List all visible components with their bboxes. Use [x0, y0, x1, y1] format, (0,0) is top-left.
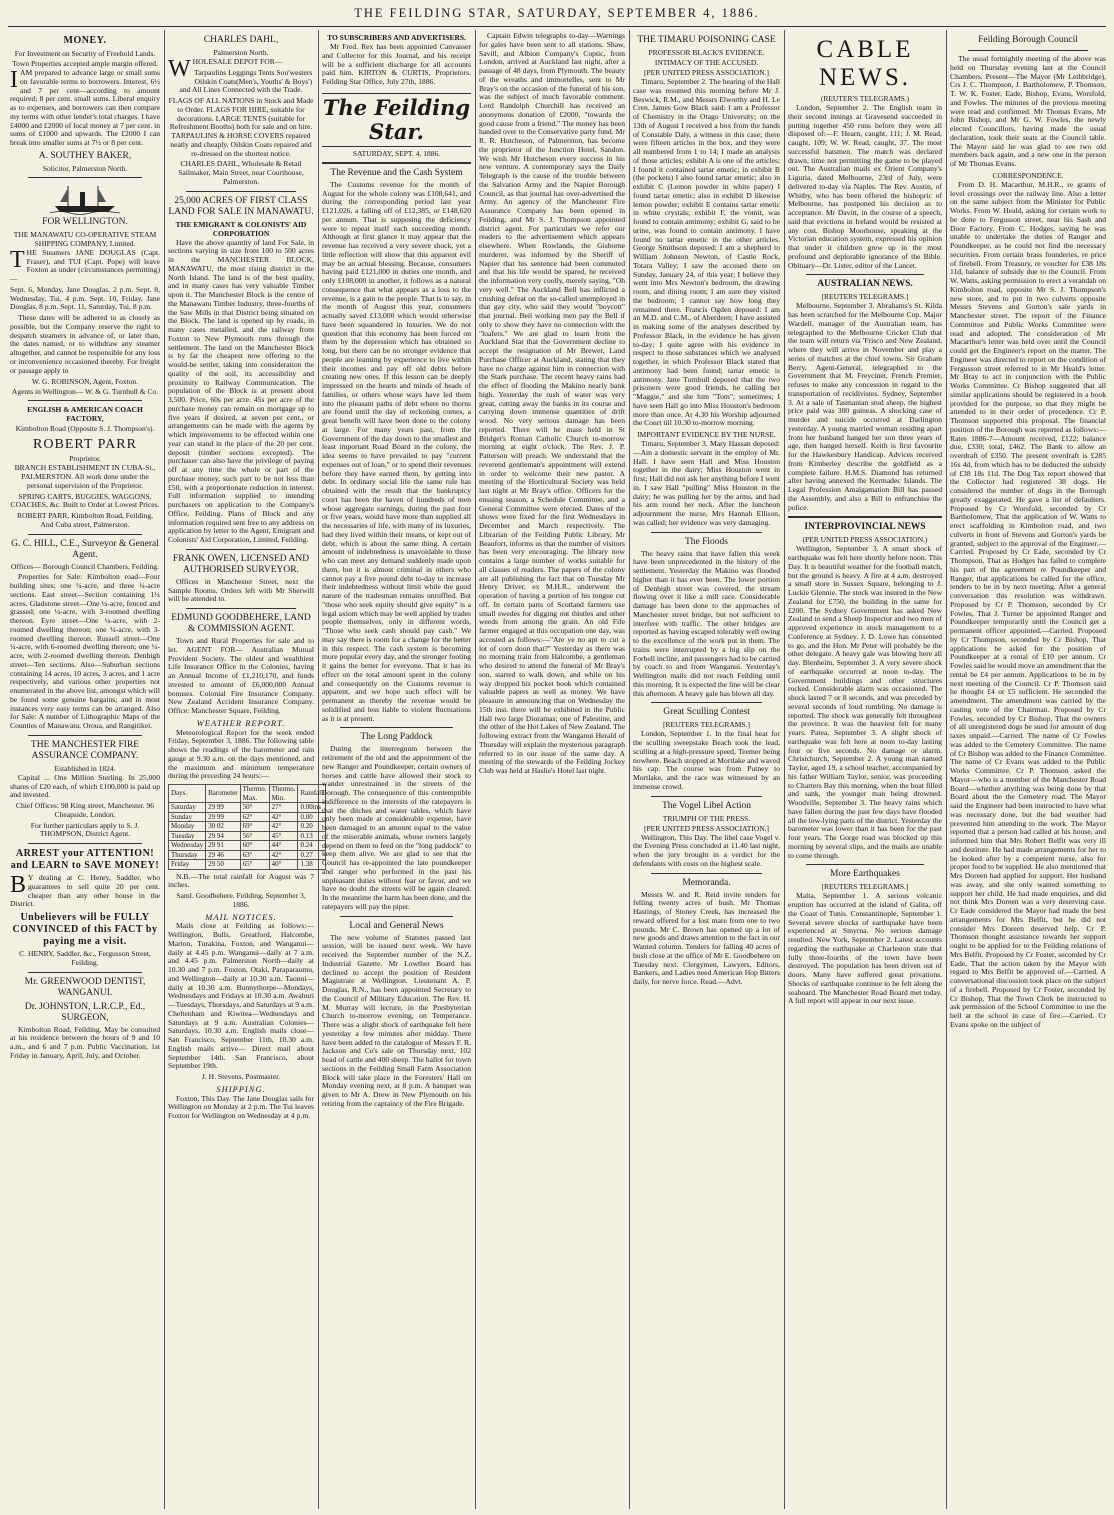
table-row: [169, 860, 326, 870]
dahl-heading: CHARLES DAHL,: [203, 35, 279, 45]
mail-body: Mails close at Feilding as follows:— Wellington, Bulls, Greatford, Halcombe, Marton, Turakina, Foxton, and Wanganui—daily at 4.45 p.m. Wanganui—daily at 7 a.m. and 4.45 p.m. Palmerston North—daily at 10.30 and 7 p.m. Foxton, Otaki, Paraparaumu, and Wellington—daily at 10.30 a.m. Taonui—daily at 10.30 a.m. Bunnythorpe—Mondays, Wednesdays and Fridays at 10.30 a.m. Awahuri—Tuesdays, Thursdays, and Saturdays at 9 a.m. Cheltenham and Kiwitea—Wednesdays and Saturdays at 9 a.m. Australian Colonies—Saturdays, 10.30 a.m. English mails close— San Francisco, September 11th, 10.30 a.m. English mails arrive— Direct mail about September 14th. San Francisco, about September 19th.: [168, 921, 314, 1071]
acres-heading: 25,000 ACRES OF FIRST CLASS LAND FOR SALE IN MANAWATU.: [168, 195, 314, 217]
weather-column-header: Thermo. Min.: [269, 785, 298, 803]
divider: [28, 843, 142, 844]
poison-body: Timaru, September 2. The hearing of the Hall case was resumed this morning before Mr J. Beswick, R.M., and Messrs Elworthy and H. Le Cren. James Gow Black said: I am a Professor of Chemistry in the Otago University; on the 13th of August I received a box from the hands of Constable Daly, a witness in this case; there were fifteen articles in the box, and they were all numbered from 1 to 14; I made an analysis of those articles; exhibit A is one of the articles; I found it contained tartar emetic; in exhibit B (the pockets) I also found tartar emetic; also in exhibit C (Lemon powder in white paper) I found tartar emetic; also in exhibit D likewise lemon powder; exhibit E contains tartar emetic in white crystals; exhibit F, the vomit, was found to contain antimony; exhibit G, said to be urine, was found to contain antimony. I have found no tartar emetic in the other articles. George Smithson deposed: I am a shepherd to William Johnson Newton, of Castle Rock, Totara Valley; I saw the accused there on Sunday, January 24, of this year; I believe they went into Mrs Newton's bedroom, the drawing room, and dining room; I am sure they visited the bedroom; I cannot say how long they remained there. Francis Ogden deposed: I am an M.D. and C.M., of Aberdeen; I have assisted in making some of the analyses described by Professor Black, in the evidence he has given to-day; I quite agree with his evidence in respect to those substances which we analysed together, in which Professor Black stated that antimony had been found; tartar emetic is antimony. Jane Turnbull deposed that the two prisoners were good friends, he calling her "Maggie," and she him "Tom"; sometimes; I have seen Hall go into Miss Houston's bedroom more than once. At 4.30 his Worship adjourned the Court till 10.30 to-morrow morning.: [633, 77, 780, 428]
greenwood-heading: Mr. GREENWOOD DENTIST, WANGANUI.: [24, 976, 146, 998]
cable-body: London, September 2. The English team in their second innings at Gravesend succeeded in putting together 450 runs before they were all disposed of:—F. Hearn, caught, 111; J. M. Read, caught, 109; W. W. Read, caught, 37. The most successful batsmen. The match was declared drawn, time not permitting the game to be played out. The Australian mails ex Orient Company's Liguria, dated Melbourne, 23rd of July, were delivered to-day via Naples. The Rev. Austin, of Whitby, who has been offered the bishopric of Melbourne, has postponed his decision as to acceptance. Mr Davitt, in the course of a speech, said that evictions in Ireland would be resisted at any cost. Bishop Moorhouse, speaking at the Victorian education system, expressed his opinion that under it children grew up in the most profound and deplorable ignorance of the Bible. Obituary—Dr. Lister, editor of the Lancet.: [788, 103, 942, 270]
divider: [651, 702, 762, 703]
subscribers-heading: TO SUBSCRIBERS AND ADVERTISERS.: [327, 33, 466, 42]
council-heading: Feilding Borough Council: [978, 35, 1078, 45]
divider: [340, 727, 453, 728]
dropcap: I: [10, 67, 18, 93]
weather-sign: Saml. Goodbehere. Feilding, September 3, 1886.: [176, 891, 306, 909]
johnston-heading: Dr. JOHNSTON, L.R.C.P., Ed., SURGEON,: [24, 1001, 146, 1023]
steamship-icon: [50, 182, 120, 214]
poison-heading: THE TIMARU POISONING CASE: [637, 35, 776, 45]
table-cell: Monday: [169, 822, 206, 832]
fire-apply: For further particulars apply to S. J. THOMPSON, District Agent.: [30, 820, 140, 839]
floods-heading: The Floods: [684, 536, 728, 547]
nurse-body: Timaru, September 3. Mary Hassan deposed:—Am a domestic servant in the employ of Mr. Hall. I have seen Hall and Miss Houston together in the dairy; Miss Houston went in first; Hall did not ask her anything before I went in. I saw Hall "pulling" Miss Houston in the dairy; he was pulling her by the arms, and had his arm round her neck. After the luncheon adjournment the nurse, Mrs Hannah Ellison, was called; her evidence was very damaging.: [633, 439, 780, 527]
australian-body: Melbourne, September 3. Abrahams's St. Kilda has been scratched for the Melbourne Cup. Major Wardell, manager of the Australian team, has telegraphed to the Melbourne Cricket Club that the team will return via 'Frisco and New Zealand, where they will arrive in November and play a series of matches at the chief towns. Sir Graham Berry, Agent-General, telegraphed to the Government that M. Freycinet, French Premier, refuses to make any concession in regard to the transportation of recidivistes. Sydney, September 3. At a sale of Tasmanian stud sheep, the highest price paid was 300 guineas. A shocking case of murder and suicide occurred at Darlington yesterday. A young married woman residing apart from her husband hanged her son three years of age, then hanged herself. Keith is first favourite for the Hawkesbury Handicap. Advices received from Kimberley describe the goldfield as a complete failure. H.M.S. Diamond has returned after having annexed the Kermadec Islands. The Legal Profession Amalgamation Bill has passed the Assembly, and also a Bill to enfranchise the police.: [788, 301, 942, 512]
cable-assoc: (REUTER'S TELEGRAMS.): [820, 94, 910, 103]
sailings-note: These dates will be adhered to as closely as possible, but the Company reserve the right to despatch steamers in advance of, or later than, the dates named, or to withdraw any steamer altogether, and cannot be responsible for any loss or inconvenience occasioned thereby. For freight or passage apply to: [10, 313, 160, 375]
sculling-body: London, September 1. In the final heat for the sculling sweepstake Beach took the lead, sculling at a high-pressure speed, Teemer being nowhere. Beach stopped at Mortlake and waved his cap. The course was from Putney to Mortlake, and the race was witnessed by an immense crowd.: [633, 729, 780, 791]
table-cell: 29 94: [206, 831, 241, 841]
table-cell: 50°: [240, 803, 269, 813]
paddock-body: During the interregnum between the retirement of the old and the appointment of the new Ranger and Poundkeeper, certain owners of horses and cattle have allowed their stock to wander unrestrained in the streets of the Borough. The consequence of this contemptible indifference to the interests of the ratepayers is that the ditches and water tables, which have only been made at considerable expense, have been damaged to an amount equal to the value of the miserable animals, whose owners largely depend on them to feed on the "long paddock" to keep them alive. We are glad to see that the Council has re-appointed the late poundkeeper and ranger who performed in the past his unpleasant duties without fear or favor, and we have no doubt the streets will be again cleared. In the meantime the harm has been done, and the ratepayers will pay the piper.: [322, 744, 471, 911]
table-row: [169, 812, 326, 822]
table-cell: Saturday: [169, 803, 206, 813]
table-cell: 40°: [269, 860, 298, 870]
table-cell: 1.38: [298, 860, 326, 870]
column-rule: [318, 30, 319, 1509]
memoranda-heading: Memoranda.: [682, 877, 731, 888]
divider: [28, 400, 142, 401]
cable-news-heading: CABLE NEWS.: [816, 36, 914, 91]
table-cell: 29 99: [206, 803, 241, 813]
table-cell: Thursday: [169, 850, 206, 860]
table-row: [169, 803, 326, 813]
dropcap: W: [168, 56, 191, 82]
weather-table-header: [169, 785, 326, 803]
column-7: [950, 32, 1106, 1509]
coach-sub: Kimbolton Road (Opposite S. J. Thompson's).: [15, 424, 155, 434]
weather-column-header: Thermo. Max.: [240, 785, 269, 803]
revenue-heading: The Revenue and the Cash System: [330, 167, 463, 178]
table-cell: Tuesday: [169, 831, 206, 841]
shipping-heading: SHIPPING.: [216, 1083, 266, 1094]
goodbehere-heading: EDMUND GOODBEHERE, LAND & COMMISSION AGENT.: [171, 613, 311, 634]
divider: [186, 549, 296, 550]
weather-heading: WEATHER REPORT.: [196, 717, 286, 728]
manawatu-body: THE Steamers JANE DOUGLAS (Capt. Fraser), and TUI (Capt. Pope) will leave Foxton as under (circumstances permitting)—: [10, 246, 160, 283]
divider: [28, 972, 142, 973]
wellington-heading: FOR WELLINGTON.: [42, 216, 128, 227]
divider: [186, 608, 296, 609]
vogel-assoc: [PER UNITED PRESS ASSOCIATION.]: [643, 823, 769, 833]
wellington-agents: Agents in Wellington— W. & G. Turnbull & Co.: [11, 387, 159, 397]
weather-column-header: Days.: [169, 785, 206, 803]
hill-offices: Offices— Borough Council Chambers, Feilding.: [11, 561, 159, 571]
arrest-heading: ARREST your ATTENTION! and LEARN to SAVE MONEY!: [10, 848, 160, 871]
table-cell: 42°: [269, 812, 298, 822]
column-rule: [784, 30, 785, 1509]
divider: [968, 50, 1088, 51]
robinson-agent: W. G. ROBINSON, Agent, Foxton.: [31, 377, 139, 387]
table-row: [169, 841, 326, 851]
table-cell: 45°: [269, 831, 298, 841]
column-1: [10, 32, 160, 1509]
table-cell: 63°: [240, 850, 269, 860]
table-row: [169, 822, 326, 832]
poison-sub: PROFESSOR BLACK'S EVIDENCE.: [648, 48, 765, 57]
table-cell: 44°: [269, 841, 298, 851]
memoranda-body: Messrs W. and R. Reid invite tenders for felling twenty acres of bush. Mr Thomas Hastings, of Stoney Creek, has increased the reward offered for a lost mare from one to two pounds. Mr C. Brown has opened up a lot of new goods and draws attention to the fact in our Wanted column. Tenders for falling 40 acres of bush close at the office of Mr E. Goodbehere on Tuesday next. Clergymen, Lawyers, Editors, Bankers, and Ladies need American Hop Bitters daily, for nerve force. Read.—Advt.: [633, 889, 780, 986]
parr-heading: ROBERT PARR: [33, 437, 137, 453]
divider: [28, 534, 142, 535]
weather-table: [168, 784, 326, 870]
earthquakes-heading: More Earthquakes: [830, 869, 900, 880]
money-subheading-2: Town Properties accepted ample margin offered.: [12, 59, 158, 68]
local-news-body: The new volume of Statutes passed last session, will be issued next week. We have received the September number of the N.Z. Industrial Gazette. Mr Lowther Board has declined to accept the position of Resident Magistrate at Wellington. Lieutenant A. P. Douglas, R.N., has been appointed Secretary to the Council of Military Education. The Rev. H. M. Murray will lecture, in the Presbyterian Church to-morrow evening, on Temperance. There was a slight shock of earthquake felt here yesterday a few minutes after midday. There have been added to the catalogue of Messrs F. R. Jackson and Co's sale on Thursday next, 102 head of cattle and 400 sheep. The ballot for town sections in the Feilding Small Farm Association Block will take place in the Foresters' Hall on Monday evening next, at 8 p.m. A banquet was given to Mr A. Drew in New Plymouth on his retiring from the captaincy of the Fire Brigade.: [322, 932, 471, 1108]
owen-body: Offices in Manchester Street, next the Sample Rooms. Orders left with Mr Sherwill will be attended to.: [168, 576, 314, 604]
table-cell: 65°: [240, 860, 269, 870]
australian-heading: AUSTRALIAN NEWS.: [817, 279, 913, 290]
column-2: [168, 32, 324, 1509]
interprovincial-heading: INTERPROVINCIAL NEWS: [804, 522, 926, 533]
correspondence-heading: CORRESPONDENCE.: [992, 170, 1064, 180]
interprovincial-body: Wellington, September 3. A smart shock of earthquake was felt here shortly before noon. This Day. It is beautiful weather for the football match, but the ground is heavy. A fire at 4 a.m. destroyed a small store in Sussex Square, belonging to J. Luckie Glennie. The stock was insured in the New Zealand for £750, the building in the same for £200. The Sydney Government has asked New Zealand to send a Sheep Inspector and two men of approved experience in stock management to a Conference at Sydney. J. D. Lowe has consented to go, and the Hon. Mr Peter will probably be the other delegate. A heavy gale was blowing here all day. Blenheim, September 3. A very severe shock of earthquake occurred at noon to-day. The Government buildings and other structures rocked. Considerable alarm was occasioned. The shock lasted 7 or 8 seconds, and was preceded by several seconds of loud rumbling. No damage is reported. The shock was generally felt throughout the province. It was the heaviest felt for many years. Patea, September 3. A slight shock of earthquake was felt here at noon to-day lasting four or five seconds. No damage or alarm. Christchurch, September 2. A young man named Taylor, aged 19, a school teacher, accompanied by his father William Taylor, senior, was proceeding to Charters Bay this morning, when the boat filled and sank, the younger man being drowned. Woodville, September 3. The heavy rains which have fallen during the past few days have flooded all the low-lying parts of the district. Yesterday the barometer was lower than it has been for the past four years. The Gorge road was blocked up this morning by several slips, and the mails are unable to come through.: [788, 544, 942, 860]
column-4: [479, 32, 625, 1509]
sculling-assoc: [REUTERS TELEGRAMS.]: [663, 720, 750, 730]
column-rule: [629, 30, 630, 1509]
dahl-sub: Palmerston North.: [213, 48, 269, 57]
divider: [322, 162, 471, 164]
floods-body: The heavy rains that have fallen this week have been unprecedented in the history of the settlement. Yesterday the Makino was flooded higher than it has ever been. The lower portion of Denbigh street was covered, the stream flowing over it like a mill race. Considerable damage has been done to the approaches of Manchester street bridge, but not sufficient to interfere with traffic. The other bridges are reported as having escaped tolerably well owing to the excellence of the work put in them. The trains were interrupted by a big slip on the Forbell incline, and passengers had to be carried by coach to and from Wanganui. Yesterday's Wellington mails did not reach Feilding until this morning. It is expected the line will be clear this afternoon. A heavy gale has blown all day.: [633, 548, 780, 698]
divider: [806, 864, 924, 865]
masthead-rule: [8, 26, 1106, 27]
owen-heading: FRANK OWEN, LICENSED AND AUTHORISED SURVEYOR.: [172, 553, 310, 575]
table-cell: 0.24: [298, 841, 326, 851]
table-cell: 0.00ins: [298, 803, 326, 813]
dahl-items: Tarpaulins Leggings Tents Sou'westers Oilskin Coats(Men's, Youths' & Boys') and All Lines Connected with the Trade.: [179, 67, 313, 95]
divider: [651, 796, 762, 797]
sailings: Sept. 6, Monday, Jane Douglas, 2 p.m. Sept. 8, Wednesday, Tui, 4 p.m. Sept. 10, Friday, Jane Douglas, 8 p.m. Sept. 11, Saturday, Tui, 8 p.m.: [10, 284, 160, 312]
table-cell: 29 91: [206, 841, 241, 851]
table-cell: 0.27: [298, 850, 326, 860]
parr-springs: SPRING CARTS, BUGGIES, WAGGONS, COACHES, &c. Built to Order at Lowest Prices.: [10, 491, 160, 510]
column-rule: [164, 30, 165, 1509]
unbelievers-heading: Unbelievers will be FULLY CONVINCED of this FACT by paying me a visit.: [12, 912, 158, 947]
vogel-heading: The Vogel Libel Action: [661, 800, 752, 811]
fire-offices: Chief Offices: 98 King street, Manchester. 96 Cheapside, London.: [15, 801, 155, 819]
baker-sub: Solicitor, Palmerston North.: [42, 163, 128, 173]
revenue-body: The Customs revenue for the month of August for the whole colony was £108,641, and during the corresponding period last year £121,026, a falling off of £12,385, or £148,620 per annum. That is supposing the deficiency were to repeat itself each succeeding month. Although at first glance it may appear that the revenue has received a very severe shock, yet a little reflection will show that this apparent evil may be an actual blessing. Because, consumers having paid £121,000 in duties one month, and only £108,000 in another, it follows as a natural consequence that what appears as a loss to the revenue, is a gain to the people. That is to say, in the month of August this year, consumers actually saved £13,000 which would otherwise have been squandered in luxuries. We do not question that this economy has been forced on them by the depression which has obtained so long, but there can be no stronger evidence that people are learning by experience to live within their incomes and pay off old debts before creating new ones. If this lesson can be deeply impressed on the hearts and minds of heads of families, or others whose ways have led them into the pleasant paths of debt where no thorns are found until the day of reckoning comes, a great benefit will have been done to the colony at large. For many years past, from the Government of the day down to the smallest and least important Road Board in the colony, the idea seems to have prevailed to pay "current expenses out of loan," or to spend their revenues before they have earned them, by getting into debt. In ordinary social life the same rule has obtained with the result that the bankruptcy court has been the haven of hundreds of men whose aggregate earnings, during the past four or five years, would have more than supplied all the necessaries of life, with many of its luxuries, had they lived within their means, or kept out of debt, which is about the same thing. A certain amount of indebtedness is unavoidable to those who can meet any demand suddenly made upon them, but it is almost criminal in others who cannot pay a five pound debt to-day to increase their indebtedness without limit while the good nature of the tradesman remains unruffled. But "those who seek equity should give equity" is a legal axiom which may be well applied by trades people themselves, only in different words, "Those who seek cash should pay cash." We may say there is room for a change for the better in this respect. The cash system is becoming more popular every day, and the stronger footing it gains the better for everyone. That it has its effect on the total amount spent in the colony and consequently on the Customs revenue is apparent, and we hope such effect will be permanent as thereby the revenue would be solidified and less liable to violent fluctuations as it is at present.: [322, 179, 471, 723]
table-cell: 29 99: [206, 812, 241, 822]
parr-address: ROBERT PARR, Kimbolton Road, Feilding, And Cuba street, Palmerston.: [16, 511, 154, 529]
divider: [651, 873, 762, 874]
earthquakes-assoc: [REUTERS TELEGRAMS.]: [821, 882, 909, 892]
money-subheading: For Investment on Security of Freehold Lands.: [14, 49, 156, 58]
emigrant-heading: THE EMIGRANT & COLONISTS' AID CORPORATION: [175, 219, 307, 238]
money-body: IAM prepared to advance large or small sums on favorable terms to borrowers. Interest, 6½ and 7 per cent—according to amount required; 8 per cent. small sums. Liberal enquiry as to expenses, and borrowers can then compare my terms with other lender's total charges. I have £4000 and £2000 of local money at 7 per cent. in sums of £1000 and upwards. The £2000 I can break into smaller sums at 7½ or 8 per cent.: [10, 67, 160, 147]
divider: [651, 532, 762, 533]
weather-note: N.B.—The total rainfall for August was 7 inches.: [168, 871, 314, 890]
weather-table-body: [169, 803, 326, 870]
table-cell: 29 46: [206, 850, 241, 860]
mail-sign: J. H. Stevens, Postmaster.: [201, 1072, 281, 1081]
weather-column-header: Rainfall: [298, 785, 326, 803]
goodbehere-body: Town and Rural Properties for sale and to let. AGENT FOR— Australian Mutual Provident Society. The oldest and wealthiest Life Insurance Office in the Colonies, having an Annual Income of £1,210,170, and funds invested to amount of £6,000,000 Annual bonuses. Colonial Fire Insurance Company. New Zealand Accident Insurance Company. Office: Manchester Square, Feilding.: [168, 636, 314, 715]
dahl-address: CHARLES DAHL, Wholesale & Retail Sailmaker, Main Street, near Courthouse, Palmerston.: [178, 159, 304, 186]
column-rule: [946, 30, 947, 1509]
table-cell: 0.20: [298, 822, 326, 832]
fire-heading: THE MANCHESTER FIRE ASSURANCE COMPANY.: [30, 739, 140, 761]
table-cell: 42°: [269, 850, 298, 860]
henry-address: C. HENRY, Saddler, &c., Fergusson Street, Feilding.: [19, 949, 151, 967]
dropcap: B: [10, 872, 27, 898]
vogel-body: Wellington, This Day. The libel case Vogel v. the Evening Press concluded at 11.40 last night, when the jury brought in a verdict for the defendants with costs on the highest scale.: [633, 832, 780, 868]
table-cell: 69°: [240, 822, 269, 832]
table-cell: 30 02: [206, 822, 241, 832]
table-cell: 62°: [240, 812, 269, 822]
divider: [806, 274, 924, 275]
shipping-body: Foxton, This Day. The Jane Douglas sails for Wellington on Monday at 2 p.m. The Tui leaves Foxton for Wellington on Wednesday at 4 p.m.: [168, 1093, 314, 1120]
table-row: [169, 850, 326, 860]
weather-column-header: Barometer: [206, 785, 241, 803]
baker-name: A. SOUTHEY BAKER,: [38, 150, 132, 161]
fire-established: Established in 1824.: [54, 763, 116, 773]
nurse-heading: IMPORTANT EVIDENCE BY THE NURSE.: [637, 430, 776, 439]
council-body: The usual fortnightly meeting of the above was held on Thursday evening last at the Council Chambers. Present—The Mayor (Mr Lethbridge), Crs J. C. Thompson, J. Bartholomew, P. Thomson, T. W. K. Foster, Eade, Bishop, Evans, Worsfold, and Fowles. The minutes of the previous meeting were read and confirmed. Mr Thomas Evans, Mr John Bishop, and Mr G. W. Fowles, the newly elected Councillors, having made the usual declaration, took their seats at the Council table. The Mayor said he was glad to see two old members back again, and a new one in the person of Mr Thomas Evans.: [950, 54, 1106, 168]
mail-heading: MAIL NOTICES.: [205, 911, 277, 922]
manawatu-heading: THE MANAWATU CO-OPERATIVE STEAM SHIPPING COMPANY, Limited.: [13, 229, 157, 248]
weather-intro: Meteorological Report for the week ended Friday, September 3, 1886. The following table shows the readings of the barometer and rain gauge at 9.30 a.m. on the days mentioned, and the maximum and minimum temperature during the preceding 24 hours:—: [168, 727, 314, 781]
fire-body: Capital ... One Million Sterling. In 25,000 shares of £20 each, of which £100,000 is paid up and invested.: [10, 772, 160, 800]
parr-sub: Proprietor.: [69, 454, 101, 464]
subscribers-body: Mr Fred. Rex has been appointed Canvasser and Collector for this Journal, and his receipt will be a sufficient discharge for all accounts paid him. KIRTON & CURTIS, Proprietors. Feilding Star Office, July 27th, 1886.: [322, 42, 471, 86]
table-cell: 27°: [269, 803, 298, 813]
dropcap: T: [10, 246, 25, 273]
table-cell: Wednesday: [169, 841, 206, 851]
divider: [788, 516, 942, 518]
table-cell: 29 50: [206, 860, 241, 870]
table-cell: 60°: [240, 841, 269, 851]
table-cell: 0.13: [298, 831, 326, 841]
arrest-body: B Y dealing at C. Henry, Saddler, who guarantees to sell quite 20 per cent. cheaper than any other house in the District.: [10, 872, 160, 909]
divider: [28, 177, 142, 178]
issue-date: SATURDAY, SEPT. 4, 1886.: [352, 148, 441, 158]
newspaper-title: The Feilding Star.: [322, 93, 471, 147]
emigrant-body: Have the above quantity of land For Sale, in sections varying in size from 100 to 500 acres in the MANCHESTER BLOCK, MANAWATU, the most rising district in the North Island. The land is of the best quality, and in many cases has very valuable Timber upon it. The Manchester Block is the centre of the Manawatu Timber Industry, three-fourths of the Saw Mills in that District being situated on the Block. The land is opened up by roads, in many cases metalled, and the railway from Foxton to New Plymouth runs through the settlement. The land on the Manchester Block is by far the cheapest now offering to the would-be settler, taking into consideration the quality of the soil, its accessibility and proximity to Railway Communication. The population of the Block is at present about 3,500. Price, 60s per acre. 45s per acre of the purchase money can remain on mortgage up to five years if desired, at seven per cent., or arrangements can be made with the agents by which improvements to be effected within one year can stand in the place of the 20 per cent. deposit (timber sections excepted). The purchaser can also have the privilege of paying off at any time the whole or part of the purchase money, such part to be not less than £50, with a proportionate reduction in interest. Full information supplied to intending purchasers on application to the Company's Office, Feilding. Plans of Block and any information required sent free to any address on application by letter to the Agent, Emigrant and Colonists' Aid Corporation, Limited, Feilding.: [168, 237, 314, 544]
australian-assoc: [REUTERS TELEGRAMS.]: [821, 292, 909, 302]
parr-body: BRANCH ESTABLISHMENT IN CUBA-St., PALMERSTON. All work done under the personal supervision of the Proprietor.: [14, 463, 156, 490]
column-5: [633, 32, 780, 1509]
table-cell: 42°: [269, 822, 298, 832]
paddock-heading: The Long Paddock: [360, 732, 433, 743]
table-cell: 56°: [240, 831, 269, 841]
johnston-body: Kimbolton Road, Feilding. May be consulted at his residence between the hours of 9 and 10 a.m., and 6 and 7 p.m. Public Vaccination, 1st Friday in January, April, July, and October.: [10, 1024, 160, 1060]
interprovincial-assoc: (PER UNITED PRESS ASSOCIATION.): [802, 535, 928, 545]
table-cell: Friday: [169, 860, 206, 870]
masthead: THE FEILDING STAR, SATURDAY, SEPTEMBER 4, 1886.: [354, 6, 760, 20]
money-heading: MONEY.: [63, 35, 107, 46]
hill-body: Properties for Sale: Kimbolton road—Four building sites; one ¼-acre, and three ¼-acre sections. East street—Section containing 1¼ acres. Gladstone street—One ¼-acre, fenced and grassed; one ¼-acre, with 3-roomed dwelling thereon. Eyre street—One ¼-acre, with 2-roomed dwelling thereon; one ¼-acre, with 3-roomed dwelling thereon. Russell street—One ¼-acre, with 6-roomed dwelling thereon; one ¼-acre, with 2-roomed dwelling thereon. Denbigh street—Ten sections. Also—Suburban sections containing 14 acres, 10 acres, 3 acres, and 1 acre respectively, and various other properties not enumerated in the above list, amongst which will be found some genuine bargains; and in most instances very easy terms can be arranged. Also for Sale: A number of Lithographic Maps of the Counties of Manawatu, Oroua, and Rangitikei.: [10, 572, 160, 730]
column-rule: [475, 30, 476, 1509]
poison-assoc: [PER UNITED PRESS ASSOCIATION.]: [643, 68, 769, 77]
divider: [28, 735, 142, 736]
divider: [186, 191, 296, 192]
hill-heading: G. C. HILL, C.E., Surveyor & General Agent.: [11, 538, 159, 560]
coach-heading: ENGLISH & AMERICAN COACH FACTORY,: [27, 405, 143, 424]
table-cell: 0.00: [298, 812, 326, 822]
table-cell: Sunday: [169, 812, 206, 822]
earthquakes-body: Malta, September 1. A serious volcanic eruption has occurred at the island of Galita, off the Coast of Tunis. Constantinople, September 1. Several severe shocks of earthquake have been experienced at Smyrna. No serious damage resulted. New York, September 2. Latest accounts regarding the earthquake at Charleston state that fully three-fourths of the town have been destroyed. The population has been driven out of doors. Many have suffered great privations. Shocks of earthquake continue to be felt along the seaboard. The Manchester Road Board met today. A full report will appear in our next issue.: [788, 891, 942, 1006]
dahl-flags: FLAGS OF ALL NATIONS in Stock and Made to Order. FLAGS FOR HIRE, suitable for decorations. LARGE TENTS (suitable for Refreshment Booths) both for sale and on hire. TARPAULINS & HORSE COVERS repaired neatly and cheaply. Oilskin Coats repaired and re-dressed on the shortest notice.: [168, 96, 314, 158]
table-row: [169, 831, 326, 841]
column-6: [788, 32, 942, 1509]
dahl-body: WHOLESALE DEPOT FOR—: [168, 56, 283, 82]
correspondence-body: From D. H. Macarthur, M.H.R., re grants of level crossings over the railway line. Also a letter on the same subject from the Minister for Public Works. From W. Heald, asking for certain work to be done to Fergusson street, near his Sash and Door Factory. From C. Hodges, saying he was unable to undertake the duties of Ranger and Poundkeeper, as he could not find the necessary securities. From certain brass founderies, re price of firebell. From Treasury, re voucher for £38 18s 11d, balance of subsidy due to the Council. From W. Watts, asking permission to erect a verandah on Kimbolton road, opposite Mr S. J. Thompson's new store, and to put in two culverts opposite Messrs Stevens and Gorton's sale yards in Manchester street. The report of the Finance Committee and Public Works Committee were read and adopted. The consideration of Mr Macarthur's letter was held over until the Council could get the Engineer's report on the matter. The Engineer was directed to report on the condition of Fergusson street referred to in Mr Heald's letter. Mr Bray to act in conjunction with the Public Works Committee. Cr Bishop suggested that all similar applications should be registered in a book provided for the purpose, so that they might be attended to in their order of precedence. Cr P. Thomson supported this proposal. The financial position of the Borough was reported as follows:—Rates 1886-7—Amount received, £122; balance due, £330; total, £462. The Bank to allow an overdraft of £350. The present overdraft is £285 16s 4d, from which has to be deducted the subsidy of £38 18s 11d. The Dog Tax report showed that the Collector had registered 38 dogs. He considered the number of dogs in the Borough greatly exaggerated. He gave a list of defaulters. Proposed by Cr Worsfold, seconded by Cr Bartholomew, That the application of W. Watts to erect scaffolding in Kimbolton road, and two culverts in front of Stevens and Gorton's yards be granted, subject to the approval of the Engineer.—Carried. Proposed by Cr Eade, seconded by Cr Thompson, That as Hodges has failed to complete his part of the agreement re Poundkeeper and Ranger, that applications be called for the office, tenders to be in by next meeting. After a general conversation this resolution was withdrawn. Proposed by Cr P. Thomson, seconded by Cr Fowles, That J. Turner be appointed Ranger and Poundkeeper temporarily until the Council get a permanent officer appointed.—Carried. Proposed by Cr Thompson, seconded by Cr Bishop, That applications be asked for the position of Poundkeeper at a rental of £10 per annum. Cr Fowles said he would move an amendment that the rental be £4 per annum. Applications to be in by next meeting of the Council. Cr P. Thomson said he thought £4 or £5 sufficient. He seconded the amendment. The amendment was carried by the casting vote of the Chairman. Proposed by Cr Fowles, seconded by Cr Bishop, That the owners of all unregistered dogs be sued for amount of dog taxes unpaid.—Carried. The name of Cr Fowles was added to the Cemetery Committee. The name of Cr Bishop was added to the Finance Committee. The name of Cr Evans was added to the Public Works Committee. Cr P. Thomson asked the Mayor—who is a member of the Manchester Road Board—whether anything was being done by that Board about the the Cemetery road. The Mayor said the Engineer had been instructed to have what was necessary done, but the bad weather had prevented him attending to the work. The Mayor reported that a person had called at his house, and informed him that Mrs Robert Belfit was very ill and destitute. He had made arrangements for her to be looked after by a competent nurse, also for proper food to be supplied. He also mentioned that Mrs Doreen had applied for support. Her husband was away, and she only wanted something to support her child. He had made enquiries, and did not think Mrs Doreen was a very deserving case. Cr Eade considered the Mayor had made the best arrangements for Mrs Belfit, but he did not consider Mrs Doreen deserved help. Cr P. Thomson thought assistance towards her support ought to be applied for to the Feilding relations of Mrs Belfit. Proposed by Cr Foster, seconded by Cr Eade, That the action taken by the Mayor with regard to Mrs Belfit be approved of.—Carried. A conversational discussion took place on the subject of a firebell. Proposed by Cr Foster, seconded by Cr Bishop, That the Town Clerk be instructed to ask permission of the School Committee to use the bell at the school in case of fire.—Carried. Cr Evans spoke on the subject of: [950, 179, 1106, 1029]
local-news-continued: Captain Edwin telegraphs to-day—Warnings for gales have been sent to all stations. Shaw, Savill, and Albion Company's Coptic, from London, arrived at Auckland last night, after a passage of 48 days, from Plymouth. The beauty of the wreaths and immortelles, sent to Mr Bray's on the occasion of the funeral of his son, was the subject of much favorable comment. Lord Randolph Churchill has received an anonymous donation of £2000, "towards the good cause from a friend." The money has been handed over to the Conservative party fund. Mr R. R. Hutcheson, of Palmerston, has become the proprietor of the Junction Hotel, Sandon. We wish Mr Hutcheson every success in his new venture. A contemporary says the Daily Telegraph is the cause of the trouble between the Salvation Army and the Napier Borough Council, as that journal has over-advertised the Army. An agency of the Manchester Fire Assurance Company has been opened in Feilding, and Mr S. J. Thompson appointed district agent. For particulars we refer our readers to the advertisement which appears elsewhere. When Rowlands, the Gisborne murderer, was informed by the Sheriff of Napier that his sentence had been commuted and that his life would be spared, he received the information very coolly, merely saying, "Oh very well." The Auckland Bell has inflicted a crushing defeat on the so-called unemployed in that gay city, who said they would "boycott" that journal. Beil working men pay the Bell if only to show they have no connection with the "loafers." We are glad to learn from the Auckland Star that the Government decline to accept the resignation of Mr Brewer, Land Purchase Officer at Auckland, stating that they have no charge against him in connection with the Stark purchase. The recent heavy rains had the effect of flooding the Makino nearly bank high. Yesterday the rush of water was very great, cutting away the banks in its course and carrying down immense quantities of drift wood. No very serious damage has been reported. There will be mass held in St Bridget's Roman Catholic Church to-morrow morning at eight o'clock. The Rev. J. P. Patterson will preach. We understand that the reverend gentleman's appointment will extend in order to welcome their new pastor. A meeting of the Horticultural Society was held last night at Mr Bray's office. Officers for the ensuing season, a Schedule Committee, and a General Committee were elected. Dates of the shows were fixed for the first Wednesdays in December and March respectively. The Librarian of the Feilding Public Library, Mr Beaufort, informs us that the number of visitors has been very encouraging. The library now contains a large number of works suitable for all classes of readers. The papers of the colony are all publishing the fact that on Tuesday Mr Henry Driver, ex M.H.R., underwent the operation of having a portion of his tongue cut off. In certain parts of Scotland farmers use small swedes for digging out thistles and other weeds from among the grain. An old Fife farmer engaged at this occupation one day, was accosted as follows:—"Are ye no apt to cut a lot of corn doon that?" Yesterday as there was no morning train from Halcombe, a gentleman who desired to attend the funeral of Mr Bray's son, started to walk down, and while on his way dropped his pocket book which contained valuable papers as well as money. We have pleasure in announcing that on Wednesday the 15th inst. there will be exhibited in the Public Hall two large Dioramas; one of Palestine, and the other of the Hot Lakes of New Zealand. The following extract from the Wanganui Herald of Thursday will explain the mysterious paragraph referred to in our issue of the same day. A meeting of the stewards of the Feilding Jockey Club was held at Haslie's Hotel last night.: [479, 31, 625, 775]
vogel-sub: TRIUMPH OF THE PRESS.: [662, 813, 751, 823]
poison-sub-2: INTIMACY OF THE ACCUSED.: [654, 58, 759, 67]
sculling-heading: Great Sculling Contest: [663, 707, 750, 718]
divider: [340, 916, 453, 917]
column-3: [322, 32, 471, 1509]
local-news-heading: Local and General News: [349, 920, 444, 931]
